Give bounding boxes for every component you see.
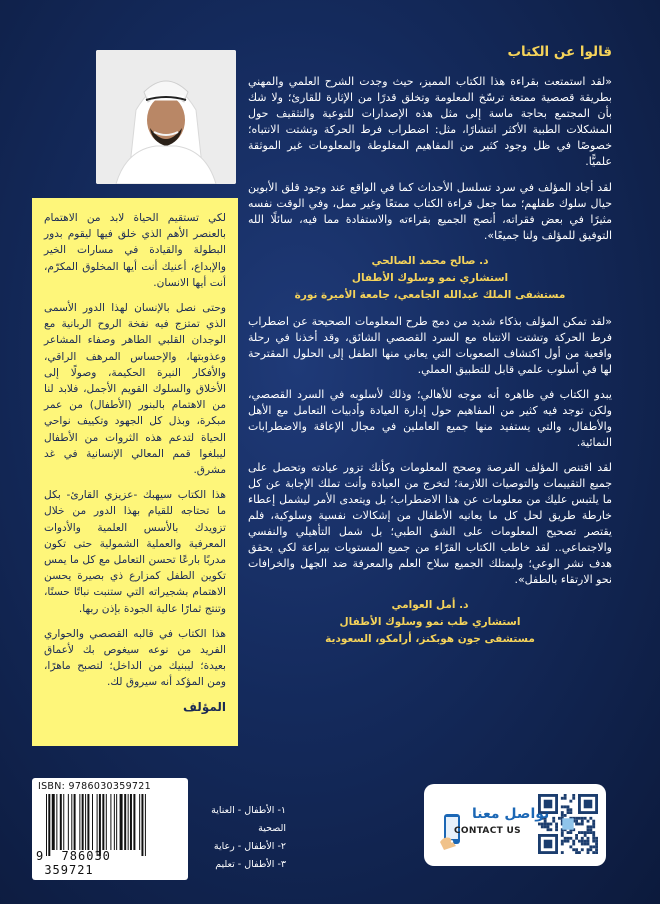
barcode-bar — [116, 794, 117, 850]
quote2-role: استشاري طب نمو وسلوك الأطفال — [339, 616, 521, 628]
author-note-paragraph-3: هذا الكتاب سيهبك -عزيزي القارئ- بكل ما تحتاجه للقيام بهذا الدور من خلال تزويدك بالأسس العلمية والأدوات المعرفية والعملية الشمولية حتى تكون مدربًا بارعًا تحسن التعامل مع كل ما يمس تكوين الطفل كمزارع ذي بصيرة يحسن الاهتمام بشجيراته التي ستنبت نباتًا حسنًا، وتنتج ثمارًا عالية الجودة بإذن ربها. — [44, 489, 226, 615]
qr-module — [555, 823, 558, 826]
barcode-bars — [40, 794, 180, 856]
category-item: ١- الأطفال - العناية الصحية — [211, 805, 286, 834]
qr-module — [561, 831, 564, 834]
quote2-signature — [248, 597, 612, 648]
qr-module — [558, 817, 561, 820]
qr-module — [587, 825, 590, 828]
qr-module — [589, 831, 592, 834]
author-note-box — [32, 198, 238, 746]
qr-module — [549, 823, 552, 826]
qr-module — [567, 811, 570, 814]
qr-module — [578, 817, 581, 820]
qr-module — [587, 840, 590, 843]
contact-card[interactable] — [424, 784, 606, 866]
barcode-bar — [130, 794, 132, 850]
qr-module — [575, 848, 578, 851]
barcode-bar — [74, 794, 76, 850]
contact-label-en: CONTACT US — [454, 826, 521, 836]
author-note-paragraph-1: لكي تستقيم الحياة لابد من الاهتمام بالعنصر الأهم الذي خلق فيها ليقوم بدور البطولة والقيادة في مسارات الخير والإبداع، أعنيك أنت أيها المخلوق المكرّم، أنت أيها الانسان. — [44, 212, 226, 289]
barcode-bar — [48, 794, 50, 856]
barcode-digits — [36, 849, 184, 877]
qr-module — [587, 843, 590, 846]
qr-module — [575, 823, 578, 826]
barcode-bar — [110, 794, 111, 850]
quote2-paragraph-3: لقد اقتنص المؤلف الفرصة وصحح المعلومات وكأنك تزور عيادته وتحصل على جميع التقييمات والتوصيات اللازمة؛ لتخرج من العيادة وأنت تملك الإجابة عن كل ما يلتبس عليك من معلومات عن هذا الاضطراب؛ بل ويتعدى الأمر ليشمل إعطاء خارطة طريق لحل كل ما يعانيه الأطفال من إشكالات نفسية وسلوكية، فلم يقتصر تصحيح المعلومات على الشق الطبي؛ بل شمل التأهيلي والنفسي والاجتماعي.. لقد خاطب الكتاب القرّاء من جميع المستويات ببراعة لكي يحقق هدف نشر الوعي؛ وليمتلك الجميع سلاح العلم والمعرفة ضد الجهل والخرافات نحو الارتقاء بالطفل». — [248, 461, 612, 586]
barcode-bar — [133, 794, 135, 850]
barcode-bar — [102, 794, 104, 850]
qr-module — [575, 834, 578, 837]
qr-module — [587, 851, 590, 854]
qr-module — [589, 817, 592, 820]
qr-module — [587, 831, 590, 834]
quote2-paragraph-2: يبدو الكتاب في ظاهره أنه موجه للأهالي؛ وذلك لأسلوبه في السرد القصصي، ولكن توجد فيه كثير من المفاهيم حول إدارة العيادة وأدبيات التعامل مع الأهل والأطفال، والتي يستفيد منها جميع العاملين في مجال الإعاقة والاضطرابات النمائية. — [248, 388, 612, 449]
quote2-name: د. أمل العوامي — [391, 599, 469, 611]
qr-module — [564, 794, 567, 797]
qr-module — [581, 840, 584, 843]
qr-module — [587, 828, 590, 831]
barcode-bar — [63, 794, 64, 850]
barcode-bar — [82, 794, 84, 850]
qr-module — [581, 820, 584, 823]
qr-module — [561, 805, 564, 808]
qr-module — [575, 817, 578, 820]
qr-module — [567, 805, 570, 808]
qr-module — [572, 794, 575, 797]
qr-module — [572, 840, 575, 843]
quote2-paragraph-1: «لقد تمكن المؤلف بذكاء شديد من دمج طرح المعلومات الصحيحة عن اضطراب فرط الحركة وتشتت الانتباه مع السرد القصصي الشائق، وقد أخذنا في رحلة واقعية من أول اكتشاف الصعوبات التي يعاني منها الطفل إلى الحلول المقترحة لها في أسلوب علمي قابل للتطبيق العملي. — [248, 315, 612, 376]
barcode-bar — [87, 794, 89, 850]
barcode-bar — [60, 794, 62, 850]
qr-module — [561, 811, 564, 814]
qr-module — [587, 820, 590, 823]
quote1-name: د. صالح محمد الصالحي — [371, 255, 489, 267]
qr-module — [555, 828, 558, 831]
barcode-bar — [106, 794, 107, 850]
qr-module — [592, 834, 595, 837]
qr-module — [581, 843, 584, 846]
qr-module — [564, 840, 567, 843]
qr-module — [561, 814, 564, 817]
qr-module — [595, 851, 598, 854]
barcode-bar — [139, 794, 140, 850]
qr-module — [572, 848, 575, 851]
qr-module — [561, 851, 564, 854]
qr-module — [595, 845, 598, 848]
qr-module — [544, 840, 553, 849]
qr-module — [578, 851, 581, 854]
qr-module — [555, 825, 558, 828]
qr-module — [569, 811, 572, 814]
testimonials-title: قالوا عن الكتاب — [507, 44, 612, 60]
qr-module — [544, 825, 547, 828]
qr-module — [595, 843, 598, 846]
quote1-paragraph-1: «لقد استمتعت بقراءة هذا الكتاب المميز، حيث وجدت الشرح العلمي والمهني بطريقة قصصية ممتعة ترسّخ المعلومة وتخلق قدرًا من الإثارة للقارئ؛ ولا شك بأن المجتمع بحاجة ماسة إلى مثل هذه الإصدارات للتوعية والتثقيف حول المشكلات الطبية الأكثر انتشارًا، مثل: اضطراب فرط الحركة وتشتت الانتباه؛ خصوصًا في ظل وجود كثير من المفاهيم المغلوطة والمعلومات غير الموثقة علميًّا. — [248, 75, 612, 168]
qr-module — [592, 820, 595, 823]
qr-module — [578, 823, 581, 826]
barcode-bar — [85, 794, 86, 850]
qr-module — [564, 805, 567, 808]
qr-module — [584, 843, 587, 846]
barcode-bar — [120, 794, 123, 850]
qr-code-icon[interactable] — [538, 794, 598, 854]
qr-module — [572, 797, 575, 800]
qr-module — [567, 837, 570, 840]
barcode-bar — [92, 794, 93, 850]
qr-module — [589, 825, 592, 828]
qr-module — [589, 845, 592, 848]
barcode-bar — [52, 794, 55, 850]
qr-module — [538, 823, 541, 826]
isbn-label: ISBN: 9786030359721 — [38, 781, 151, 792]
barcode-bar — [71, 794, 72, 850]
qr-module — [584, 817, 587, 820]
qr-module — [561, 797, 564, 800]
qr-module — [541, 823, 544, 826]
qr-module — [589, 828, 592, 831]
qr-module — [595, 840, 598, 843]
barcode-digits-group-1: 786030 — [61, 849, 111, 863]
qr-module — [564, 814, 567, 817]
qr-module — [567, 808, 570, 811]
qr-module — [569, 800, 572, 803]
qr-module — [564, 837, 567, 840]
qr-module — [581, 848, 584, 851]
quote1-signature — [248, 253, 612, 304]
author-note-paragraph-2: وحتى نصل بالإنسان لهذا الدور الأسمى الذي تمتزج فيه نفخة الروح الربانية مع الوجدان القلبي الطاهر وصفاء المشاعر وعذوبتها، والإحساس المرهف الراقي، والأفكار النيرة الحكيمة، وصولًا إلى الأخلاق والسلوك القويم الأجمل، فلابد لنا من الاهتمام بالبنور (الأطفال) من عمر مبكرة، وبذل كل الجهود وتكييف نواحي الحياة لتدعم هذه الثروات من الأطفال ليبلغوا قمم المعالي الإنسانية في غد مشرق. — [44, 302, 226, 477]
quote1-role: استشاري نمو وسلوك الأطفال — [351, 272, 509, 284]
qr-module — [552, 817, 555, 820]
barcode-bar — [128, 794, 129, 850]
qr-module — [569, 831, 572, 834]
barcode-bar — [141, 794, 143, 856]
qr-module — [549, 828, 552, 831]
category-item: ٢- الأطفال - رعاية — [213, 841, 286, 852]
qr-module — [587, 837, 590, 840]
isbn-barcode — [32, 778, 188, 880]
quote1-paragraph-2: لقد أجاد المؤلف في سرد تسلسل الأحداث كما في الواقع عند وجود قلق الأبوين حيال سلوك طفلهم؛ مما جعل قراءة الكتاب ممتعًا وغير ممل، وفي الوقت نفسه مثيرًا في بعض فقراته، أنصح الجميع بقراءته والاستفادة مما فيه، سائلًا الله التوفيق للمؤلف ولنا جميعًا». — [248, 181, 612, 242]
qr-module — [587, 848, 590, 851]
author-signature: المؤلف — [183, 699, 226, 714]
testimonials-column — [248, 74, 612, 648]
qr-module — [547, 828, 550, 831]
barcode-bar — [56, 794, 57, 850]
qr-module — [589, 848, 592, 851]
author-note-paragraph-4: هذا الكتاب في قالبه القصصي والحواري الفريد من نوعه سيغوص بك لأعماق بعيدة؛ ليبنيك من الداخل؛ لتصبح ماهرًا، ومن المؤكد أنه سيروق لك. — [44, 627, 226, 689]
qr-module — [581, 817, 584, 820]
barcode-bar — [46, 794, 47, 856]
qr-module — [547, 825, 550, 828]
qr-module — [592, 851, 595, 854]
qr-module — [561, 843, 564, 846]
qr-module — [578, 840, 581, 843]
qr-module — [592, 837, 595, 840]
qr-module — [584, 834, 587, 837]
qr-module — [562, 818, 573, 829]
qr-module — [561, 840, 564, 843]
qr-module — [569, 808, 572, 811]
barcode-bar — [97, 794, 98, 856]
barcode-bar — [79, 794, 80, 850]
qr-module — [572, 843, 575, 846]
categories-list — [200, 802, 286, 874]
qr-module — [564, 797, 567, 800]
qr-module — [592, 825, 595, 828]
barcode-digits-group-2: 359721 — [44, 863, 94, 877]
qr-module — [592, 823, 595, 826]
qr-module — [584, 831, 587, 834]
qr-module — [575, 851, 578, 854]
qr-module — [581, 823, 584, 826]
quote1-institution: مستشفى الملك عبدالله الجامعي، جامعة الأميرة نورة — [294, 289, 566, 301]
qr-module — [584, 800, 593, 809]
barcode-bar — [114, 794, 115, 850]
qr-module — [581, 831, 584, 834]
qr-module — [552, 820, 555, 823]
barcode-digit-first: 9 — [36, 849, 44, 863]
qr-module — [575, 837, 578, 840]
qr-module — [595, 848, 598, 851]
qr-module — [592, 840, 595, 843]
category-item: ٣- الأطفال - تعليم — [215, 859, 286, 870]
barcode-bar — [124, 794, 126, 850]
qr-module — [569, 845, 572, 848]
qr-module — [544, 823, 547, 826]
barcode-bar — [68, 794, 69, 850]
qr-module — [595, 837, 598, 840]
qr-module — [541, 825, 544, 828]
author-photo — [96, 50, 236, 184]
qr-module — [567, 831, 570, 834]
quote2-institution: مستشفى جون هوبكنز، أرامكو، السعودية — [325, 633, 535, 645]
qr-module — [578, 831, 581, 834]
qr-module — [547, 823, 550, 826]
qr-module — [592, 845, 595, 848]
qr-module — [561, 834, 564, 837]
qr-module — [575, 820, 578, 823]
qr-module — [581, 837, 584, 840]
barcode-bar — [145, 794, 146, 856]
qr-module — [592, 831, 595, 834]
contact-label-ar: تواصل معنا — [472, 806, 550, 822]
qr-module — [569, 837, 572, 840]
barcode-bar — [99, 794, 101, 856]
qr-module — [567, 840, 570, 843]
qr-module — [584, 840, 587, 843]
